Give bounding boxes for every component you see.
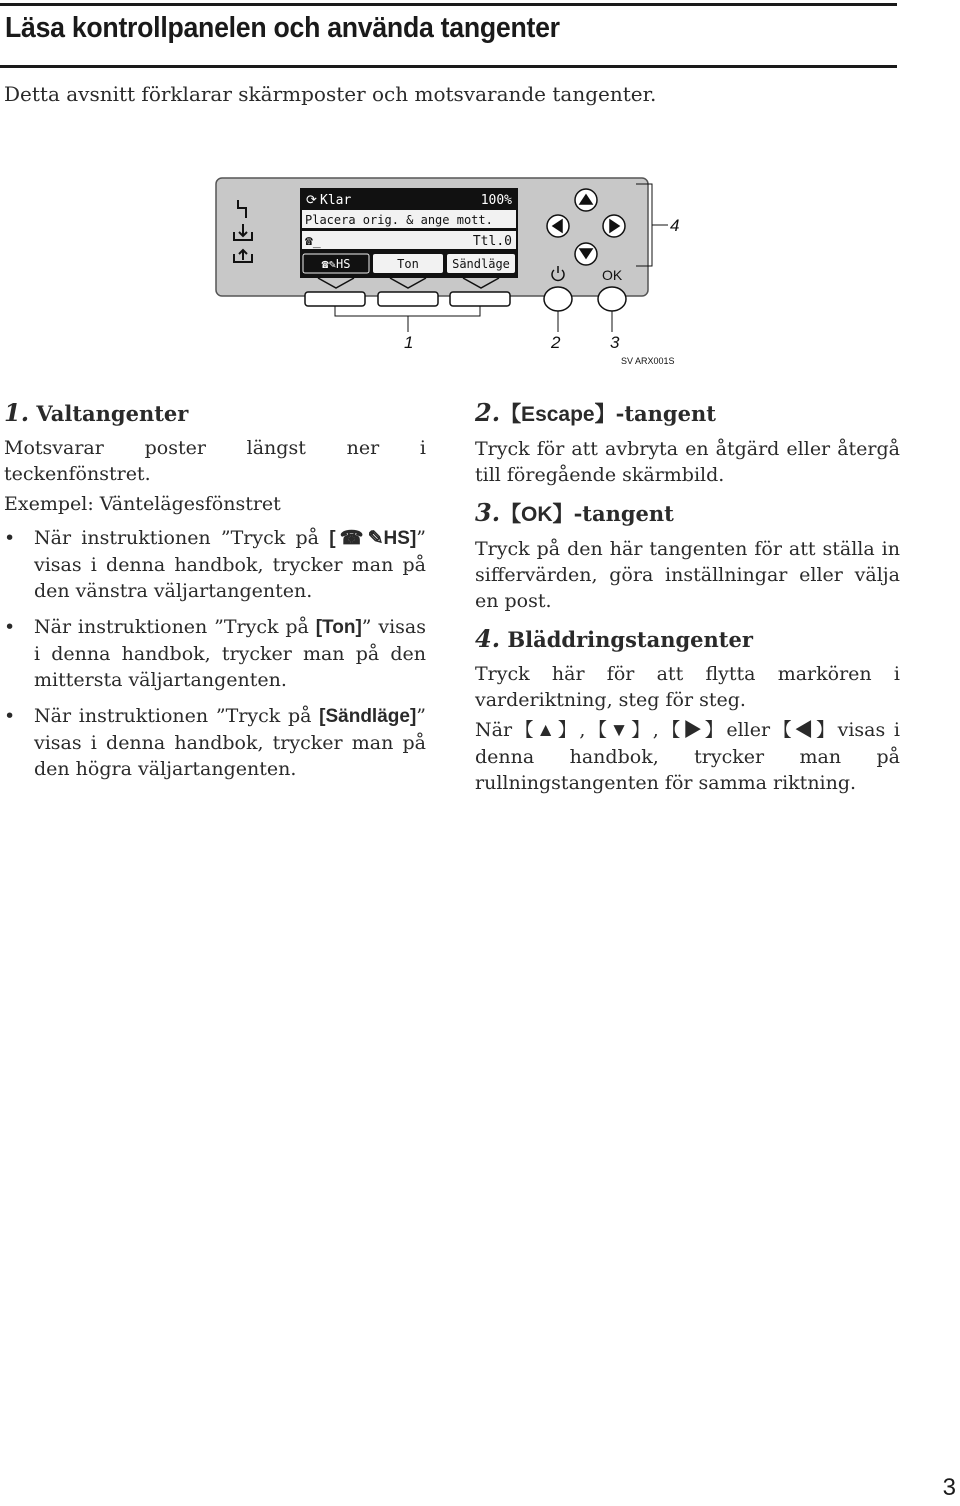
section-4-title: 4. Bläddringstangenter — [475, 624, 753, 653]
callout-1: 1 — [404, 333, 414, 352]
lcd-soft-label-2: Ton — [397, 257, 419, 271]
top-rule — [0, 3, 897, 6]
lcd-line3-right: Ttl.0 — [472, 234, 512, 249]
section-1-title: 1. Valtangenter — [4, 398, 189, 427]
ok-label: OK — [602, 267, 623, 283]
right-column — [475, 398, 900, 806]
callout-3: 3 — [610, 333, 620, 352]
section-3-text: Tryck på den här tangenten för att ställa in siffervärden, göra inställningar eller välja en post. — [475, 538, 900, 612]
section-2-title: 2.【Escape】-tangent — [475, 398, 716, 427]
bullet-2: • När instruktionen ”Tryck på [Ton]” visas i denna handbok, trycker man på den mittersta väljartangenten. — [4, 614, 426, 693]
escape-key — [544, 287, 572, 311]
lcd-soft-label-3: Sändläge — [452, 257, 510, 271]
section-1-desc: Motsvarar poster längst ner i teckenfönstret. — [4, 437, 426, 485]
section-2 — [475, 398, 900, 488]
section-1-bullets — [4, 525, 426, 782]
lcd-line2: Placera orig. & ange mott. — [305, 213, 493, 227]
ok-key — [598, 287, 626, 311]
section-1-example: Exempel: Väntelägesfönstret — [4, 493, 281, 515]
intro-text: Detta avsnitt förklarar skärmposter och motsvarande tangenter. — [4, 82, 657, 106]
lcd-line1-left: Klar — [320, 193, 352, 208]
lcd-line3-left: ☎_ — [305, 234, 321, 249]
callout-2: 2 — [551, 333, 561, 352]
selection-key-left — [305, 292, 365, 306]
selection-key-right — [450, 292, 510, 306]
lcd-line1-right: 100% — [480, 193, 512, 208]
left-column — [4, 398, 426, 792]
page-heading: Läsa kontrollpanelen och använda tangenter — [5, 12, 560, 44]
page-number: 3 — [942, 1474, 956, 1501]
control-panel-figure — [210, 170, 700, 370]
section-4-keys: När【▲】,【▼】,【▶】eller【◀】visas i denna handbok, trycker man på rullningstangenten för samma riktning. — [475, 719, 900, 794]
bullet-1: • När instruktionen ”Tryck på [☎✎HS]” visas i denna handbok, trycker man på den vänstra väljartangenten. — [4, 525, 426, 604]
section-3-title: 3.【OK】-tangent — [475, 498, 674, 527]
bullet-3: • När instruktionen ”Tryck på [Sändläge]” visas i denna handbok, trycker man på den högra väljartangenten. — [4, 703, 426, 782]
section-2-text: Tryck för att avbryta en åtgärd eller återgå till föregående skärmbild. — [475, 438, 900, 486]
section-4-text: Tryck här för att flytta markören i varderiktning, steg för steg. — [475, 663, 900, 711]
heading-rule — [0, 65, 897, 68]
figure-id: SV ARX001S — [621, 356, 675, 366]
callout-4: 4 — [670, 216, 680, 235]
lcd-ready-icon: ⟳ — [306, 193, 317, 208]
selection-keys — [305, 292, 510, 306]
section-4 — [475, 624, 900, 796]
lcd-soft-label-1: ☎✎HS — [321, 257, 351, 271]
selection-key-middle — [378, 292, 438, 306]
section-3 — [475, 498, 900, 614]
